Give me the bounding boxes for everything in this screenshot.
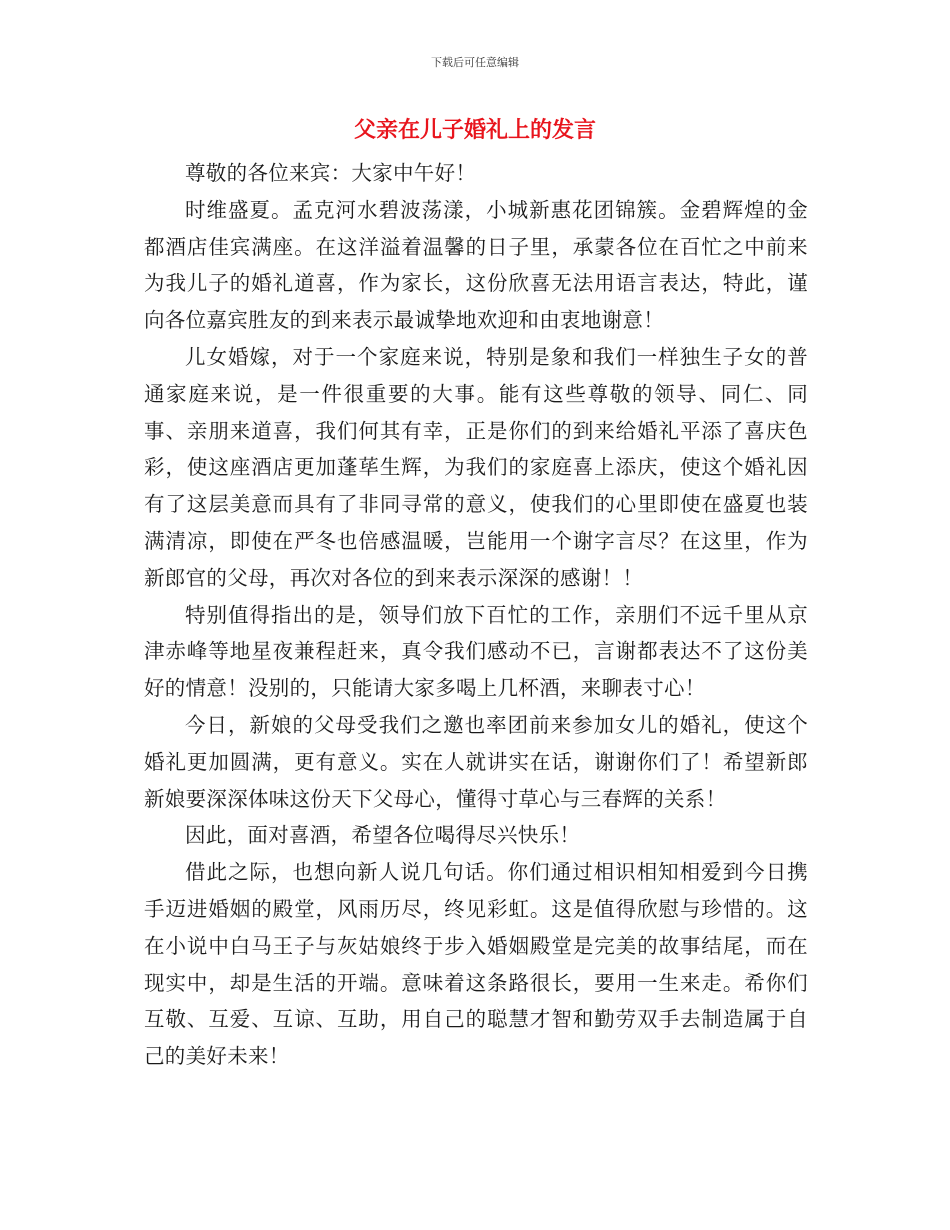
paragraph-toast: 因此，面对喜酒，希望各位喝得尽兴快乐！ xyxy=(185,823,581,848)
header-note: 下载后可任意编辑 xyxy=(431,56,519,69)
paragraph-thanks-leaders: 特别值得指出的是，领导们放下百忙的工作，亲朋们不远千里从京津赤峰等地星夜兼程赶来，真令我们感动不已，言谢都表达不了这份美好的情意！没别的，只能请大家多喝上几杯酒，来聊表寸心！ xyxy=(144,602,808,701)
document-title: 父亲在儿子婚礼上的发言 xyxy=(353,118,596,143)
paragraph-welcome: 时维盛夏。孟克河水碧波荡漾，小城新惠花团锦簇。金碧辉煌的金都酒店佳宾满座。在这洋溢着温馨的日子里，承蒙各位在百忙之中前来为我儿子的婚礼道喜，作为家长，这份欣喜无法用语言表达，特此，谨向各位嘉宾胜友的到来表示最诚挚地欢迎和由衷地谢意！ xyxy=(144,197,808,333)
paragraph-gratitude: 儿女婚嫁，对于一个家庭来说，特别是象和我们一样独生子女的普通家庭来说，是一件很重要的大事。能有这些尊敬的领导、同仁、同事、亲朋来道喜，我们何其有幸，正是你们的到来给婚礼平添了喜庆色彩，使这座酒店更加蓬荜生辉，为我们的家庭喜上添庆，使这个婚礼因有了这层美意而具有了非同寻常的意义，使我们的心里即使在盛夏也装满清凉，即使在严冬也倍感温暖，岂能用一个谢字言尽？在这里，作为新郎官的父母，再次对各位的到来表示深深的感谢！！ xyxy=(144,344,808,590)
paragraph-to-newlyweds: 借此之际，也想向新人说几句话。你们通过相识相知相爱到今日携手迈进婚姻的殿堂，风雨历尽，终见彩虹。这是值得欣慰与珍惜的。这在小说中白马王子与灰姑娘终于步入婚姻殿堂是完美的故事结尾，而在现实中，却是生活的开端。意味着这条路很长，要用一生来走。希你们互敬、互爱、互谅、互助，用自己的聪慧才智和勤劳双手去制造属于自己的美好未来！ xyxy=(144,860,808,1069)
paragraph-greeting: 尊敬的各位来宾：大家中午好！ xyxy=(185,161,477,185)
paragraph-bride-parents: 今日，新娘的父母受我们之邀也率团前来参加女儿的婚礼，使这个婚礼更加圆满，更有意义。实在人就讲实在话，谢谢你们了！希望新郎新娘要深深体味这份天下父母心，懂得寸草心与三春辉的关系！ xyxy=(144,712,808,811)
document-body xyxy=(144,155,808,1075)
